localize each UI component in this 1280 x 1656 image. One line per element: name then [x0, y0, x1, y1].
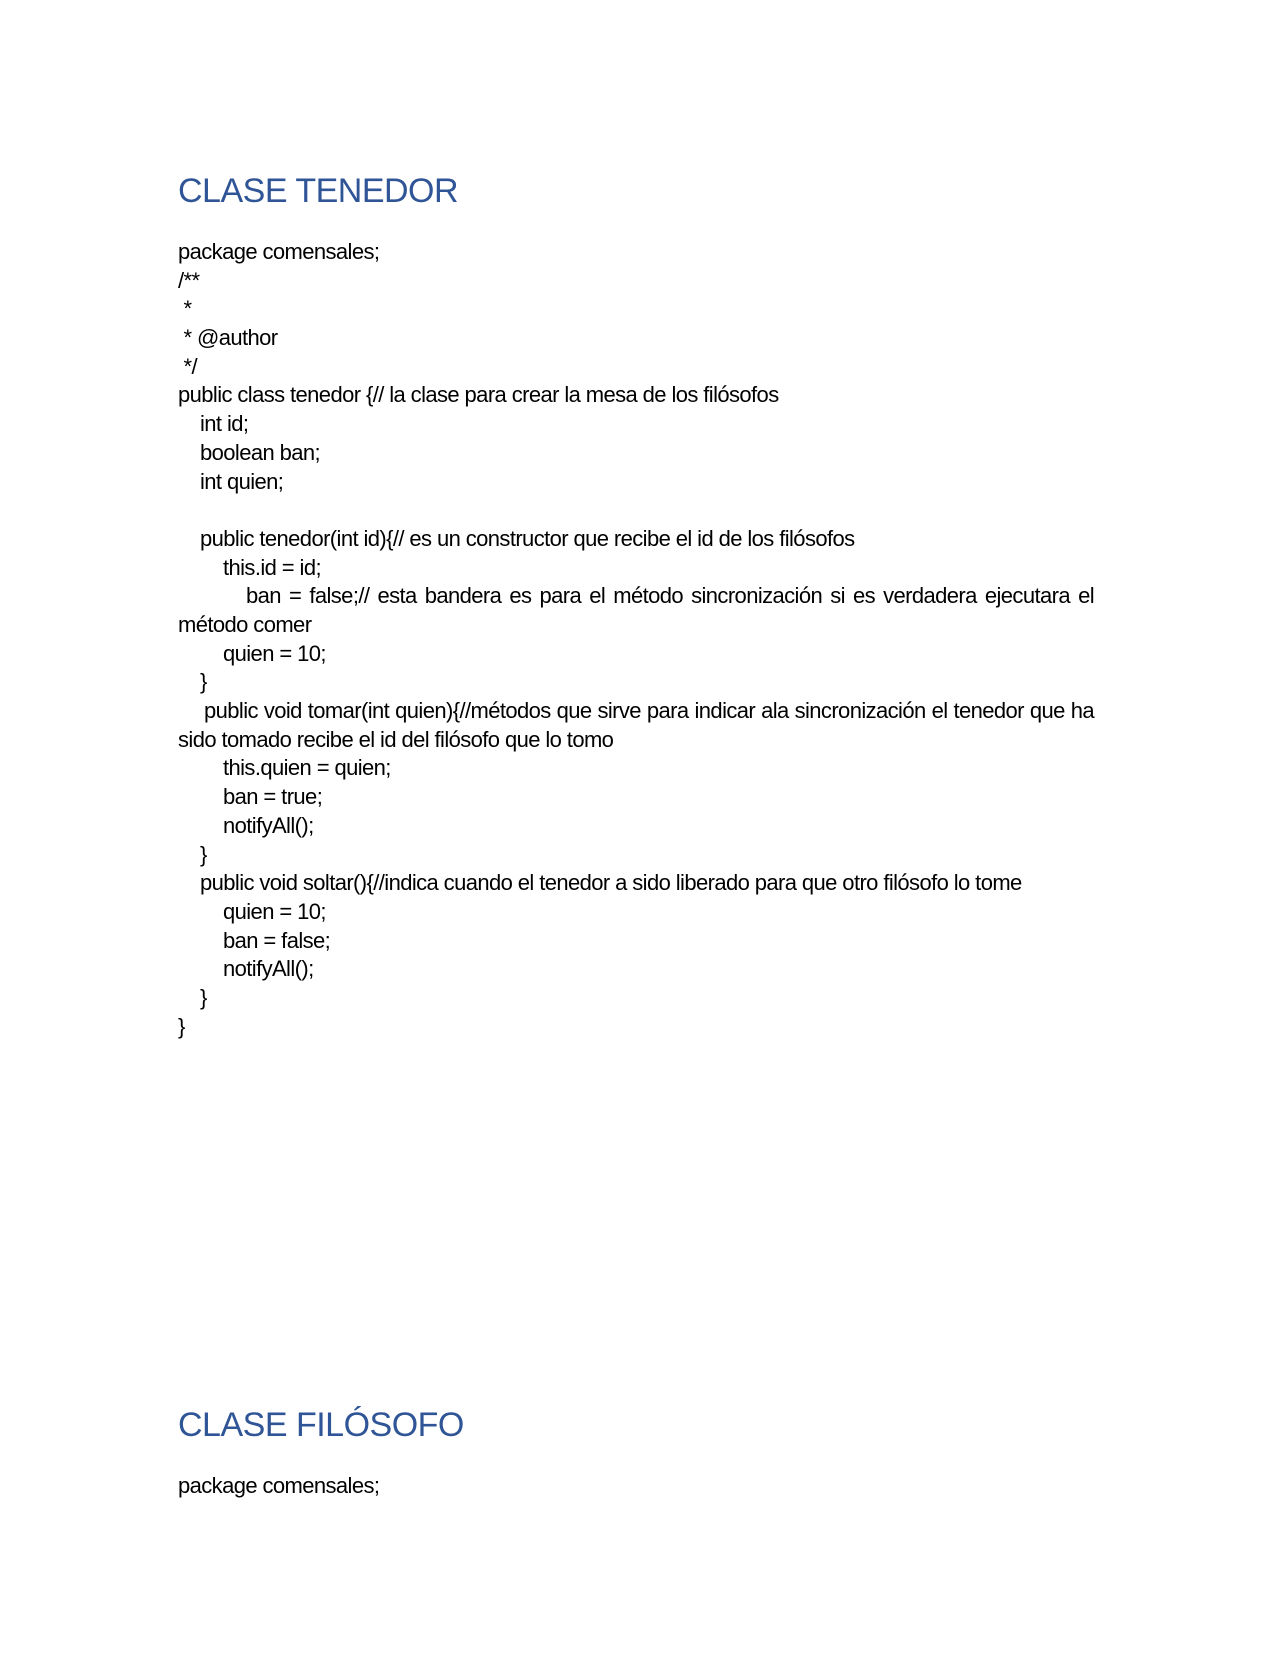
code-line: public class tenedor {// la clase para crear la mesa de los filósofos: [178, 382, 779, 408]
code-line: ban = true;: [223, 784, 323, 810]
code-line: ban = false;// esta bandera es para el método sincronización si es verdadera ejecutara el método comer: [178, 583, 1094, 637]
code-line: }: [200, 841, 207, 867]
code-line: * @author: [178, 325, 278, 351]
section-heading-filosofo: CLASE FILÓSOFO: [178, 1406, 464, 1444]
code-line: int quien;: [200, 468, 284, 494]
code-line: */: [178, 353, 197, 379]
code-line: }: [200, 669, 207, 695]
code-line: package comensales;: [178, 1473, 380, 1498]
section-heading-tenedor: CLASE TENEDOR: [178, 172, 459, 210]
code-line-blank: [178, 496, 1094, 525]
code-line: }: [178, 1013, 185, 1039]
code-line: public void tomar(int quien){//métodos que sirve para indicar ala sincronización el tenedor que ha sido tomado recibe el id del filósofo que lo tomo: [178, 698, 1094, 752]
code-line: }: [200, 984, 207, 1010]
code-line: this.id = id;: [223, 554, 321, 580]
code-line: public void soltar(){//indica cuando el tenedor a sido liberado para que otro filósofo lo tome: [200, 870, 1022, 896]
code-line: this.quien = quien;: [223, 755, 391, 781]
code-line: package comensales;: [178, 239, 380, 264]
code-line: quien = 10;: [223, 898, 326, 924]
code-line: int id;: [200, 411, 249, 437]
code-line: quien = 10;: [223, 640, 326, 666]
code-block-filosofo: [178, 1472, 1094, 1501]
code-line: notifyAll();: [223, 812, 314, 838]
code-line: public tenedor(int id){// es un constructor que recibe el id de los filósofos: [200, 525, 855, 551]
code-line: ban = false;: [223, 927, 331, 953]
code-line: notifyAll();: [223, 956, 314, 982]
code-line: boolean ban;: [200, 439, 321, 465]
code-block-tenedor: [178, 238, 1094, 1041]
code-line: /**: [178, 267, 200, 293]
code-line: *: [178, 296, 192, 322]
